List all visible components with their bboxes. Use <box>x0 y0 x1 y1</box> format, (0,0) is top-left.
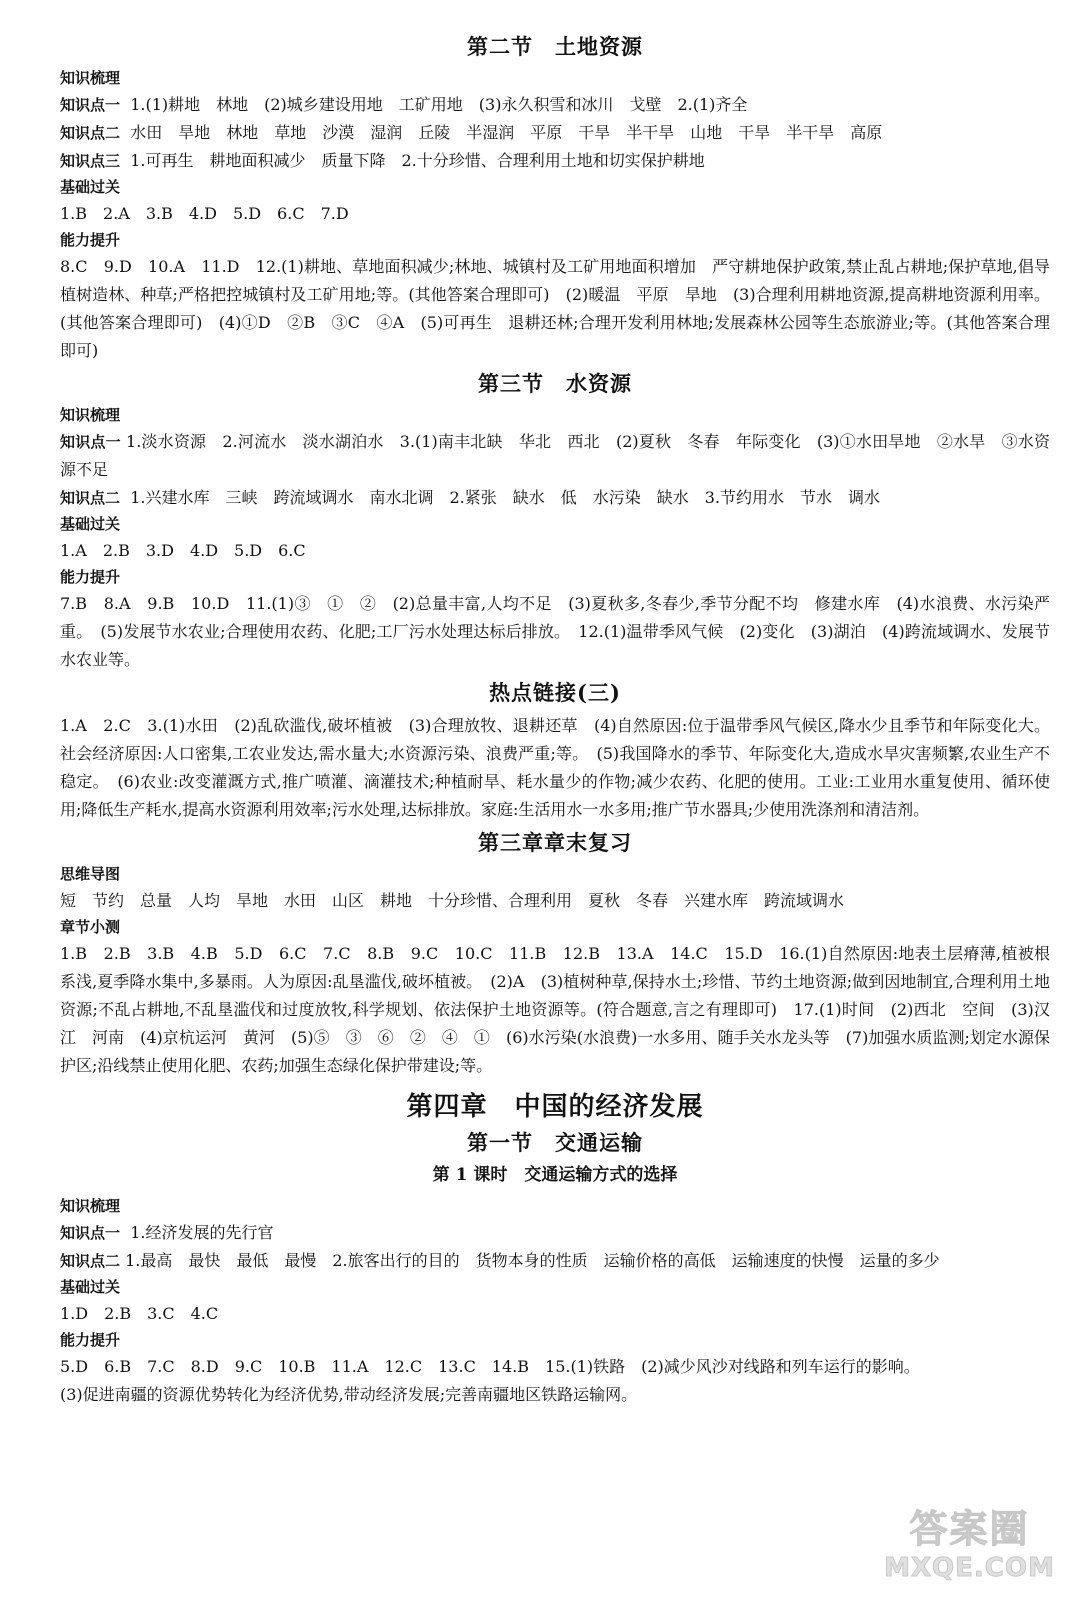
answer-paragraph: 1.A 2.C 3.(1)水田 (2)乱砍滥伐,破坏植被 (3)合理放牧、退耕还草 (4)自然原因:位于温带季风气候区,降水少且季节和年际变化大。社会经济原因:人口密集,工农业发达,需水量大;水资源污染、浪费严重;等。 (5)我国降水的季节、年际变化大,造成水旱灾害频繁,农业生产不稳定。 (6)农业:改变灌溉方式,推广喷灌、滴灌技术;种植耐旱、耗水量少的作物;减少农药、化肥的使用。工业:工业用水重复使用、循环使用;降低生产耗水,提高水资源利用效率;污水处理,达标排放。家庭:生活用水一水多用;推广节水器具;少使用洗涤剂和清洁剂。 <box>60 716 1050 819</box>
label-advanced: 能力提升 <box>60 568 121 586</box>
answer-page <box>60 28 1050 1409</box>
knowledge-point-label: 知识点一 <box>60 96 121 114</box>
knowledge-point-label: 知识点一 <box>60 1224 121 1242</box>
answer-paragraph: 7.B 8.A 9.B 10.D 11.(1)③ ① ② (2)总量丰富,人均不足 (3)夏秋多,冬春少,季节分配不均 修建水库 (4)水浪费、水污染严重。 (5)发展节水农业;合理使用农药、化肥;工厂污水处理达标后排放。 12.(1)温带季风气候 (2)变化 (3)湖泊 (4)跨流域调水、发展节水农业等。 <box>60 594 1050 669</box>
knowledge-point-text: 1.淡水资源 2.河流水 淡水湖泊水 3.(1)南丰北缺 华北 西北 (2)夏秋 冬春 年际变化 (3)①水田旱地 ②水旱 ③水资源不足 <box>60 432 1050 479</box>
answer-paragraph: 8.C 9.D 10.A 11.D 12.(1)耕地、草地面积减少;林地、城镇村及工矿用地面积增加 严守耕地保护政策,禁止乱占耕地;保护草地,倡导植树造林、种草;严格把控城镇村及工矿用地;等。(其他答案合理即可) (2)暖温 平原 旱地 (3)合理利用耕地资源,提高耕地资源利用率。(其他答案合理即可) (4)①D ②B ③C ④A (5)可再生 退耕还林;合理开发利用林地;发展森林公园等生态旅游业;等。(其他答案合理即可) <box>60 257 1050 360</box>
label-knowledge: 知识梳理 <box>60 1197 121 1215</box>
watermark-text-bottom: MXQE.COM <box>884 1553 1055 1583</box>
answer-line: 5.D 6.B 7.C 8.D 9.C 10.B 11.A 12.C 13.C 14.B 15.(1)铁路 (2)减少风沙对线路和列车运行的影响。 <box>60 1357 920 1376</box>
knowledge-point-text: 水田 旱地 林地 草地 沙漠 湿润 丘陵 半湿润 平原 干旱 半干旱 山地 干旱 半干旱 高原 <box>120 123 883 142</box>
knowledge-point-text: 1.(1)耕地 林地 (2)城乡建设用地 工矿用地 (3)永久积雪和冰川 戈壁 2.(1)齐全 <box>120 95 748 114</box>
section-title-review: 第三章章末复习 <box>478 830 632 855</box>
knowledge-point-text: 1.最高 最快 最低 最慢 2.旅客出行的目的 货物本身的性质 运输价格的高低 运输速度的快慢 运量的多少 <box>120 1251 940 1270</box>
answer-line: 1.B 2.A 3.B 4.D 5.D 6.C 7.D <box>60 204 349 223</box>
watermark-text-top: 答案圈 <box>909 1507 1030 1551</box>
answer-line: 1.A 2.B 3.D 4.D 5.D 6.C <box>60 541 306 560</box>
knowledge-point-line <box>60 428 1050 484</box>
answer-line: 短 节约 总量 人均 旱地 水田 山区 耕地 十分珍惜、合理利用 夏秋 冬春 兴建水库 跨流域调水 <box>60 891 845 910</box>
answer-line: 1.D 2.B 3.C 4.C <box>60 1304 219 1323</box>
knowledge-point-line <box>60 147 1050 175</box>
label-advanced: 能力提升 <box>60 231 121 249</box>
section-title-land: 第二节 土地资源 <box>467 34 643 59</box>
knowledge-point-label: 知识点二 <box>60 489 121 507</box>
knowledge-point-line <box>60 484 1050 512</box>
chapter-title: 第四章 中国的经济发展 <box>406 1092 704 1122</box>
knowledge-point-text: 1.可再生 耕地面积减少 质量下降 2.十分珍惜、合理利用土地和切实保护耕地 <box>120 151 705 170</box>
knowledge-point-label: 知识点三 <box>60 152 121 170</box>
lesson-title: 第 1 课时 交通运输方式的选择 <box>432 1165 678 1185</box>
label-knowledge: 知识梳理 <box>60 69 121 87</box>
knowledge-point-line <box>60 1247 1050 1275</box>
answer-line: (3)促进南疆的资源优势转化为经济优势,带动经济发展;完善南疆地区铁路运输网。 <box>60 1385 638 1404</box>
label-mindmap: 思维导图 <box>60 865 121 883</box>
section-title-transport: 第一节 交通运输 <box>467 1130 643 1155</box>
section-title-hotspot: 热点链接(三) <box>489 680 621 705</box>
knowledge-point-line <box>60 119 1050 147</box>
knowledge-point-line <box>60 1219 1050 1247</box>
watermark-logo <box>882 1505 1057 1590</box>
knowledge-point-label: 知识点二 <box>60 1252 121 1270</box>
label-knowledge: 知识梳理 <box>60 406 121 424</box>
knowledge-point-label: 知识点二 <box>60 124 121 142</box>
label-basic: 基础过关 <box>60 515 121 533</box>
knowledge-point-label: 知识点一 <box>60 433 121 451</box>
label-basic: 基础过关 <box>60 1278 121 1296</box>
label-chapter-test: 章节小测 <box>60 918 121 936</box>
section-title-water: 第三节 水资源 <box>478 371 632 396</box>
label-advanced: 能力提升 <box>60 1331 121 1349</box>
label-basic: 基础过关 <box>60 178 121 196</box>
knowledge-point-line <box>60 91 1050 119</box>
knowledge-point-text: 1.经济发展的先行官 <box>120 1223 274 1242</box>
knowledge-point-text: 1.兴建水库 三峡 跨流域调水 南水北调 2.紧张 缺水 低 水污染 缺水 3.节约用水 节水 调水 <box>120 488 880 507</box>
answer-paragraph: 1.B 2.B 3.B 4.B 5.D 6.C 7.C 8.B 9.C 10.C 11.B 12.B 13.A 14.C 15.D 16.(1)自然原因:地表土层瘠薄,植被根系浅,夏季降水集中,多暴雨。人为原因:乱垦滥伐,破坏植被。 (2)A (3)植树种草,保持水土;珍惜、节约土地资源;做到因地制宜,合理利用土地资源;不乱占耕地,不乱垦滥伐和过度放牧,科学规划、依法保护土地资源等。(符合题意,言之有理即可) 17.(1)时间 (2)西北 空间 (3)汉江 河南 (4)京杭运河 黄河 (5)⑤ ③ ⑥ ② ④ ① (6)水污染(水浪费)一水多用、随手关水龙头等 (7)加强水质监测;划定水源保护区;沿线禁止使用化肥、农药;加强生态绿化保护带建设;等。 <box>60 944 1050 1075</box>
